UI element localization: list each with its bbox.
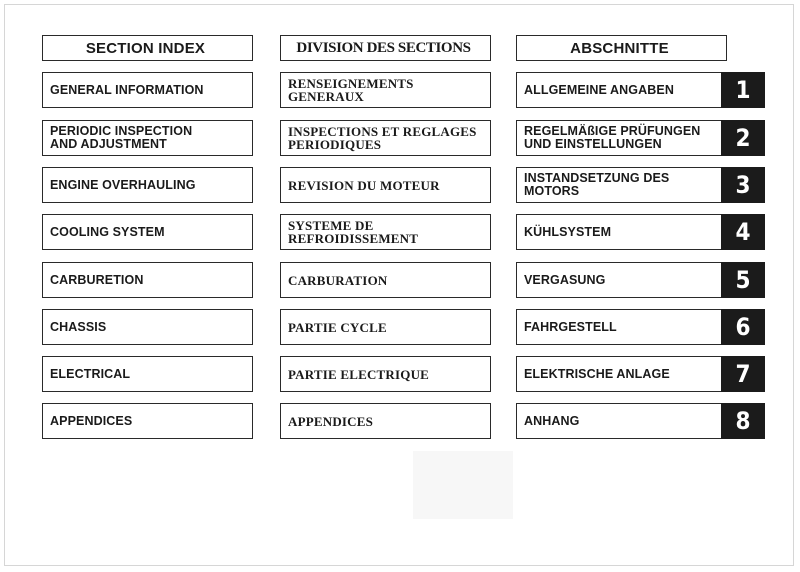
section-fr-2[interactable]: INSPECTIONS ET REGLAGES PERIODIQUES <box>280 120 491 156</box>
section-number-tab-4[interactable]: 4 <box>721 214 765 250</box>
section-en-3[interactable]: ENGINE OVERHAULING <box>42 167 253 203</box>
section-en-6[interactable]: CHASSIS <box>42 309 253 345</box>
section-en-8[interactable]: APPENDICES <box>42 403 253 439</box>
section-number-tab-8[interactable]: 8 <box>721 403 765 439</box>
section-fr-3[interactable]: REVISION DU MOTEUR <box>280 167 491 203</box>
section-number-tab-3[interactable]: 3 <box>721 167 765 203</box>
section-en-4[interactable]: COOLING SYSTEM <box>42 214 253 250</box>
section-fr-7[interactable]: PARTIE ELECTRIQUE <box>280 356 491 392</box>
section-fr-5[interactable]: CARBURATION <box>280 262 491 298</box>
section-fr-6[interactable]: PARTIE CYCLE <box>280 309 491 345</box>
section-en-1[interactable]: GENERAL INFORMATION <box>42 72 253 108</box>
section-de-2[interactable]: REGELMÄßIGE PRÜFUNGEN UND EINSTELLUNGEN <box>516 120 723 156</box>
section-de-8[interactable]: ANHANG <box>516 403 723 439</box>
section-number-tab-2[interactable]: 2 <box>721 120 765 156</box>
section-de-1[interactable]: ALLGEMEINE ANGABEN <box>516 72 723 108</box>
section-fr-1[interactable]: RENSEIGNEMENTS GENERAUX <box>280 72 491 108</box>
section-number-tab-1[interactable]: 1 <box>721 72 765 108</box>
section-fr-8[interactable]: APPENDICES <box>280 403 491 439</box>
section-fr-4[interactable]: SYSTEME DE REFROIDISSEMENT <box>280 214 491 250</box>
scan-smudge <box>413 451 513 519</box>
section-de-7[interactable]: ELEKTRISCHE ANLAGE <box>516 356 723 392</box>
section-de-4[interactable]: KÜHLSYSTEM <box>516 214 723 250</box>
header-division-des-sections: DIVISION DES SECTIONS <box>280 35 491 61</box>
section-en-2[interactable]: PERIODIC INSPECTION AND ADJUSTMENT <box>42 120 253 156</box>
header-section-index: SECTION INDEX <box>42 35 253 61</box>
section-number-tab-6[interactable]: 6 <box>721 309 765 345</box>
section-en-5[interactable]: CARBURETION <box>42 262 253 298</box>
section-de-5[interactable]: VERGASUNG <box>516 262 723 298</box>
index-page <box>4 4 794 566</box>
section-de-3[interactable]: INSTANDSETZUNG DES MOTORS <box>516 167 723 203</box>
section-en-7[interactable]: ELECTRICAL <box>42 356 253 392</box>
header-abschnitte: ABSCHNITTE <box>516 35 727 61</box>
section-number-tab-7[interactable]: 7 <box>721 356 765 392</box>
section-de-6[interactable]: FAHRGESTELL <box>516 309 723 345</box>
section-number-tab-5[interactable]: 5 <box>721 262 765 298</box>
